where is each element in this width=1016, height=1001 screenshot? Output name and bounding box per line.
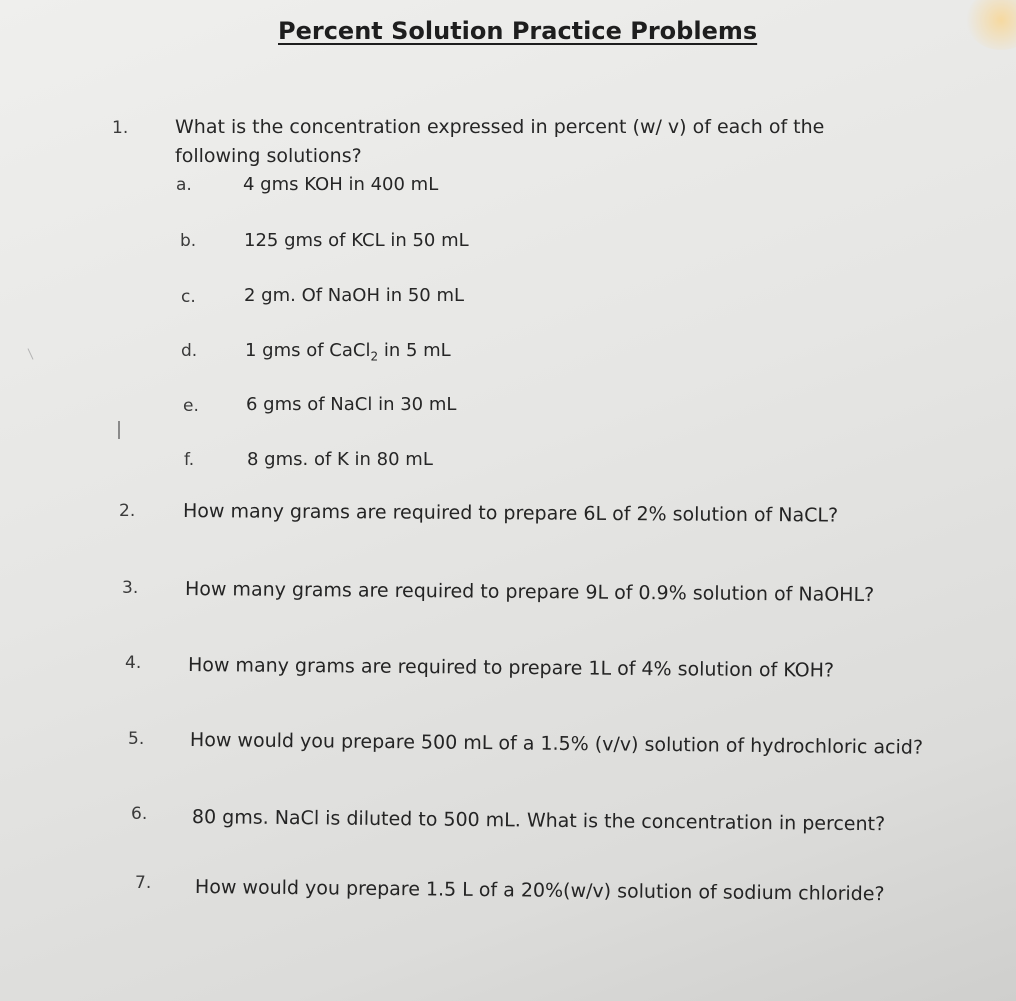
part-a-letter: a. — [176, 175, 192, 195]
part-f-text: 8 gms. of K in 80 mL — [247, 449, 433, 470]
part-d-text-post: in 5 mL — [378, 340, 451, 361]
question-5-text: How would you prepare 500 mL of a 1.5% (v/v) solution of hydrochloric acid? — [189, 729, 924, 759]
pen-mark — [118, 421, 120, 439]
question-1-text-line-1: What is the concentration expressed in percent (w/ v) of each of the — [175, 116, 825, 138]
question-5-number: 5. — [128, 729, 145, 749]
part-d-text — [245, 340, 451, 364]
question-2-text: How many grams are required to prepare 6L of 2% solution of NaCL? — [182, 500, 839, 527]
part-a-text: 4 gms KOH in 400 mL — [243, 174, 439, 195]
part-f-letter: f. — [184, 450, 195, 470]
question-2-number: 2. — [119, 501, 136, 521]
question-3-number: 3. — [122, 578, 139, 598]
part-d-letter: d. — [181, 341, 198, 361]
question-1-text-line-2: following solutions? — [175, 145, 362, 167]
question-7-text: How would you prepare 1.5 L of a 20%(w/v) solution of sodium chloride? — [194, 876, 885, 906]
part-e-text: 6 gms of NaCl in 30 mL — [246, 394, 457, 415]
question-6-number: 6. — [131, 804, 148, 824]
question-4-text: How many grams are required to prepare 1L of 4% solution of KOH? — [187, 654, 835, 682]
question-3-text: How many grams are required to prepare 9L of 0.9% solution of NaOHL? — [184, 578, 875, 607]
pen-mark-faint — [28, 348, 34, 359]
part-d-text-pre: 1 gms of CaCl — [245, 340, 371, 361]
question-7-number: 7. — [135, 873, 152, 893]
worksheet-title: Percent Solution Practice Problems — [278, 17, 758, 45]
question-6-text: 80 gms. NaCl is diluted to 500 mL. What is the concentration in percent? — [191, 806, 886, 836]
light-glare — [966, 0, 1016, 50]
part-c-letter: c. — [181, 287, 196, 307]
part-c-text: 2 gm. Of NaOH in 50 mL — [244, 285, 465, 306]
part-e-letter: e. — [183, 396, 199, 416]
question-4-number: 4. — [125, 653, 142, 673]
part-b-text: 125 gms of KCL in 50 mL — [244, 230, 469, 251]
question-1-number: 1. — [112, 118, 129, 138]
part-d-subscript: 2 — [370, 349, 379, 364]
part-b-letter: b. — [180, 231, 197, 251]
